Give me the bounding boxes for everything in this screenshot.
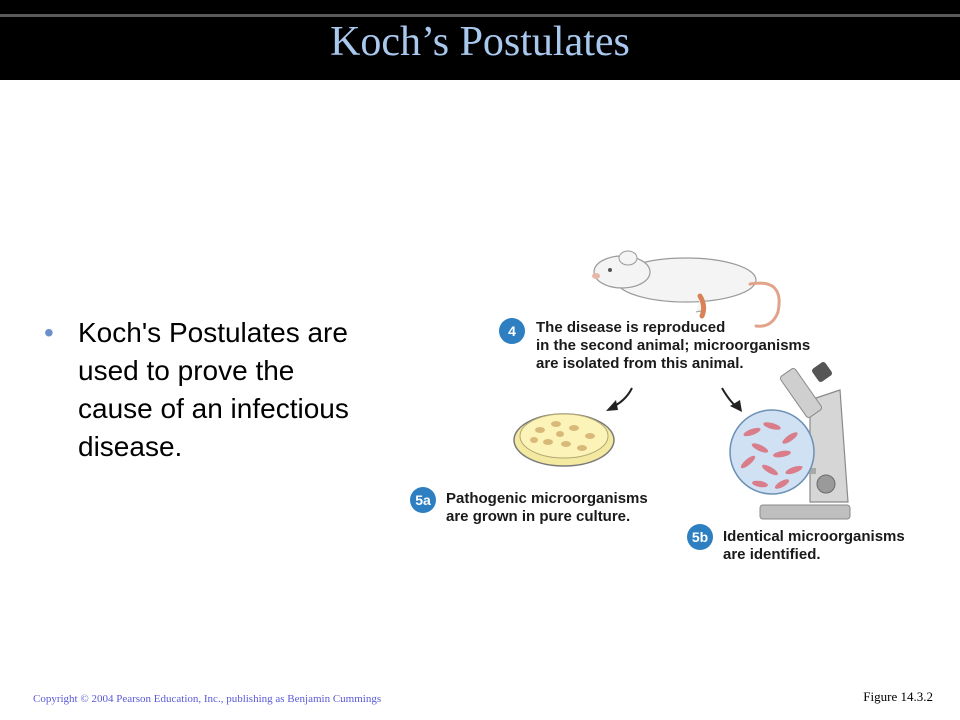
arrow-to-microscope-icon <box>722 388 742 412</box>
step-4-line-3: are isolated from this animal. <box>536 355 744 372</box>
step-5b-line-2: are identified. <box>723 546 821 563</box>
copyright-text: Copyright © 2004 Pearson Education, Inc., publishing as Benjamin Cummings <box>33 693 382 705</box>
step-5a-text <box>446 490 706 526</box>
step-5a-line-1: Pathogenic microorganisms <box>446 490 648 507</box>
step-4-badge: 4 <box>499 318 525 344</box>
mouse-illustration <box>592 251 779 326</box>
koch-diagram <box>400 240 960 580</box>
figure-label: Figure 14.3.2 <box>863 689 933 704</box>
title-bar <box>0 0 960 80</box>
step-5b-badge: 5b <box>687 524 713 550</box>
step-5b-text <box>723 528 953 564</box>
bullet-item <box>44 314 374 466</box>
step-4-text <box>536 319 876 373</box>
petri-dish-illustration <box>514 414 614 466</box>
step-5a-line-2: are grown in pure culture. <box>446 508 631 525</box>
step-4-line-2: in the second animal; microorganisms <box>536 337 811 354</box>
step-5a-badge: 5a <box>410 487 436 513</box>
bullet-dot-icon: • <box>44 317 54 348</box>
bullet-text: Koch's Postulates are used to prove the cause of an infectious disease. <box>78 317 349 462</box>
slide-title: Koch’s Postulates <box>330 19 630 65</box>
arrow-to-culture-icon <box>606 388 632 411</box>
magnified-microorganisms <box>730 410 814 494</box>
step-5b-line-1: Identical microorganisms <box>723 528 905 545</box>
step-4-line-1: The disease is reproduced <box>536 319 726 336</box>
